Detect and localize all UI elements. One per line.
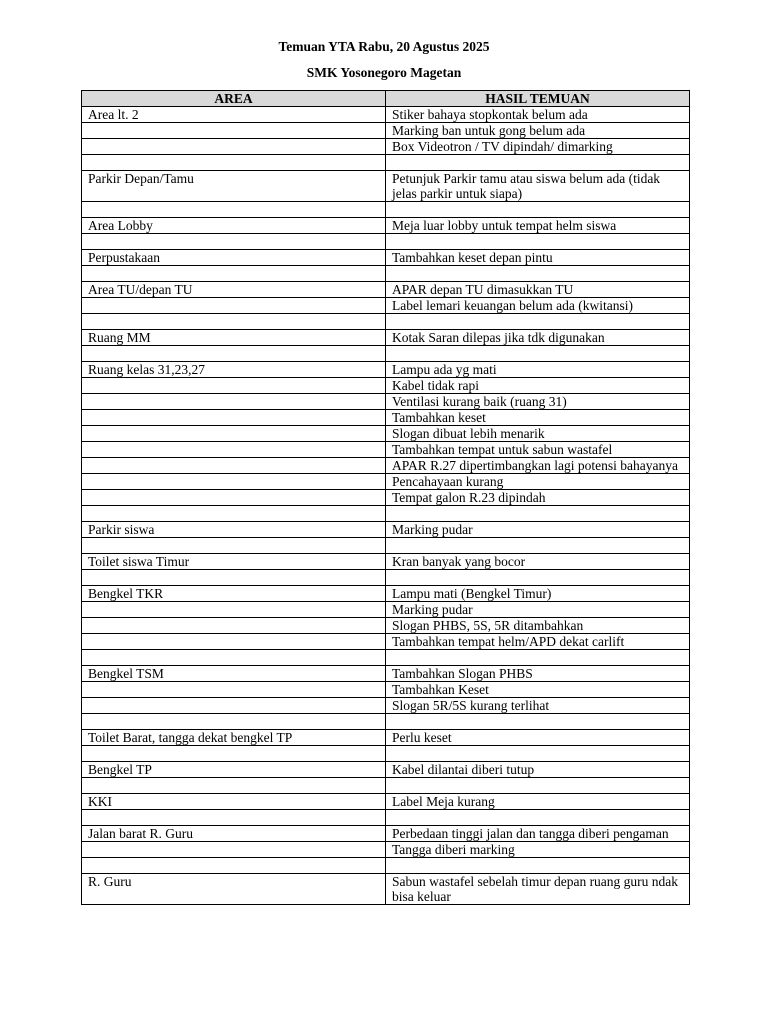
area-cell: [82, 682, 386, 698]
area-cell: Perpustakaan: [82, 250, 386, 266]
finding-cell: [386, 778, 690, 794]
area-cell: [82, 778, 386, 794]
finding-cell: Marking pudar: [386, 522, 690, 538]
table-row: [82, 458, 690, 474]
table-row: [82, 139, 690, 155]
document-title: Temuan YTA Rabu, 20 Agustus 2025: [278, 39, 490, 54]
finding-cell: Tambahkan tempat untuk sabun wastafel: [386, 442, 690, 458]
finding-cell: Ventilasi kurang baik (ruang 31): [386, 394, 690, 410]
finding-cell: Box Videotron / TV dipindah/ dimarking: [386, 139, 690, 155]
table-row: [82, 346, 690, 362]
area-cell: KKI: [82, 794, 386, 810]
area-cell: R. Guru: [82, 874, 386, 905]
table-header-row: [82, 91, 690, 107]
table-row: [82, 698, 690, 714]
table-row: [82, 107, 690, 123]
area-cell: Parkir Depan/Tamu: [82, 171, 386, 202]
finding-cell: Stiker bahaya stopkontak belum ada: [386, 107, 690, 123]
area-cell: [82, 139, 386, 155]
area-cell: Area lt. 2: [82, 107, 386, 123]
area-cell: Toilet Barat, tangga dekat bengkel TP: [82, 730, 386, 746]
table-row: [82, 314, 690, 330]
table-row: [82, 778, 690, 794]
area-cell: [82, 698, 386, 714]
table-row: [82, 826, 690, 842]
table-row: [82, 362, 690, 378]
area-cell: Bengkel TKR: [82, 586, 386, 602]
table-row: [82, 570, 690, 586]
area-cell: [82, 602, 386, 618]
finding-cell: Perlu keset: [386, 730, 690, 746]
area-cell: Parkir siswa: [82, 522, 386, 538]
column-header-area: AREA: [82, 91, 386, 107]
area-cell: [82, 490, 386, 506]
table-row: [82, 858, 690, 874]
area-cell: [82, 634, 386, 650]
table-body: [82, 107, 690, 905]
table-row: [82, 586, 690, 602]
area-cell: [82, 618, 386, 634]
area-cell: [82, 714, 386, 730]
table-row: [82, 794, 690, 810]
area-cell: [82, 538, 386, 554]
area-cell: [82, 858, 386, 874]
finding-cell: Tambahkan keset: [386, 410, 690, 426]
area-cell: [82, 314, 386, 330]
finding-cell: Label Meja kurang: [386, 794, 690, 810]
table-row: [82, 266, 690, 282]
area-cell: Toilet siswa Timur: [82, 554, 386, 570]
finding-cell: Petunjuk Parkir tamu atau siswa belum ada (tidak jelas parkir untuk siapa): [386, 171, 690, 202]
finding-cell: [386, 202, 690, 218]
table-row: [82, 682, 690, 698]
table-row: [82, 442, 690, 458]
area-cell: Area TU/depan TU: [82, 282, 386, 298]
area-cell: [82, 155, 386, 171]
finding-cell: Tempat galon R.23 dipindah: [386, 490, 690, 506]
finding-cell: Kabel dilantai diberi tutup: [386, 762, 690, 778]
table-row: [82, 730, 690, 746]
area-cell: Jalan barat R. Guru: [82, 826, 386, 842]
area-cell: Bengkel TP: [82, 762, 386, 778]
finding-cell: [386, 314, 690, 330]
table-row: [82, 554, 690, 570]
table-row: [82, 378, 690, 394]
finding-cell: Pencahayaan kurang: [386, 474, 690, 490]
area-cell: [82, 810, 386, 826]
table-row: [82, 522, 690, 538]
area-cell: [82, 410, 386, 426]
finding-cell: [386, 810, 690, 826]
area-cell: [82, 266, 386, 282]
finding-cell: Tambahkan Keset: [386, 682, 690, 698]
table-row: [82, 474, 690, 490]
finding-cell: Slogan PHBS, 5S, 5R ditambahkan: [386, 618, 690, 634]
finding-cell: [386, 858, 690, 874]
finding-cell: Tambahkan keset depan pintu: [386, 250, 690, 266]
table-row: [82, 394, 690, 410]
table-row: [82, 810, 690, 826]
table-row: [82, 282, 690, 298]
table-row: [82, 171, 690, 202]
table-row: [82, 618, 690, 634]
table-row: [82, 666, 690, 682]
finding-cell: [386, 538, 690, 554]
findings-table: [81, 90, 690, 905]
table-row: [82, 155, 690, 171]
area-cell: [82, 458, 386, 474]
area-cell: Ruang kelas 31,23,27: [82, 362, 386, 378]
area-cell: [82, 394, 386, 410]
finding-cell: [386, 266, 690, 282]
table-row: [82, 714, 690, 730]
finding-cell: Tambahkan Slogan PHBS: [386, 666, 690, 682]
finding-cell: APAR depan TU dimasukkan TU: [386, 282, 690, 298]
table-row: [82, 746, 690, 762]
finding-cell: Tambahkan tempat helm/APD dekat carlift: [386, 634, 690, 650]
finding-cell: Tangga diberi marking: [386, 842, 690, 858]
finding-cell: Slogan 5R/5S kurang terlihat: [386, 698, 690, 714]
area-cell: Bengkel TSM: [82, 666, 386, 682]
area-cell: [82, 202, 386, 218]
area-cell: [82, 474, 386, 490]
table-row: [82, 234, 690, 250]
area-cell: [82, 570, 386, 586]
finding-cell: Lampu ada yg mati: [386, 362, 690, 378]
finding-cell: Kran banyak yang bocor: [386, 554, 690, 570]
finding-cell: Marking ban untuk gong belum ada: [386, 123, 690, 139]
area-cell: [82, 378, 386, 394]
table-row: [82, 298, 690, 314]
table-row: [82, 426, 690, 442]
finding-cell: Sabun wastafel sebelah timur depan ruang guru ndak bisa keluar: [386, 874, 690, 905]
column-header-findings: HASIL TEMUAN: [386, 91, 690, 107]
table-row: [82, 602, 690, 618]
finding-cell: [386, 650, 690, 666]
area-cell: [82, 442, 386, 458]
finding-cell: [386, 346, 690, 362]
area-cell: [82, 346, 386, 362]
finding-cell: Marking pudar: [386, 602, 690, 618]
table-row: [82, 202, 690, 218]
area-cell: Ruang MM: [82, 330, 386, 346]
table-row: [82, 538, 690, 554]
finding-cell: Perbedaan tinggi jalan dan tangga diberi pengaman: [386, 826, 690, 842]
area-cell: Area Lobby: [82, 218, 386, 234]
area-cell: [82, 426, 386, 442]
finding-cell: Lampu mati (Bengkel Timur): [386, 586, 690, 602]
table-row: [82, 762, 690, 778]
finding-cell: [386, 234, 690, 250]
area-cell: [82, 123, 386, 139]
document-subtitle: SMK Yosonegoro Magetan: [306, 65, 462, 80]
finding-cell: Label lemari keuangan belum ada (kwitansi): [386, 298, 690, 314]
area-cell: [82, 298, 386, 314]
area-cell: [82, 746, 386, 762]
table-row: [82, 842, 690, 858]
finding-cell: [386, 714, 690, 730]
finding-cell: Slogan dibuat lebih menarik: [386, 426, 690, 442]
table-row: [82, 634, 690, 650]
finding-cell: [386, 746, 690, 762]
table-row: [82, 250, 690, 266]
table-row: [82, 123, 690, 139]
table-row: [82, 874, 690, 905]
finding-cell: Kabel tidak rapi: [386, 378, 690, 394]
table-row: [82, 506, 690, 522]
table-row: [82, 330, 690, 346]
finding-cell: [386, 570, 690, 586]
table-row: [82, 218, 690, 234]
finding-cell: Kotak Saran dilepas jika tdk digunakan: [386, 330, 690, 346]
finding-cell: Meja luar lobby untuk tempat helm siswa: [386, 218, 690, 234]
table-row: [82, 410, 690, 426]
finding-cell: [386, 506, 690, 522]
area-cell: [82, 650, 386, 666]
finding-cell: APAR R.27 dipertimbangkan lagi potensi bahayanya: [386, 458, 690, 474]
table-row: [82, 650, 690, 666]
finding-cell: [386, 155, 690, 171]
area-cell: [82, 234, 386, 250]
table-row: [82, 490, 690, 506]
area-cell: [82, 842, 386, 858]
area-cell: [82, 506, 386, 522]
